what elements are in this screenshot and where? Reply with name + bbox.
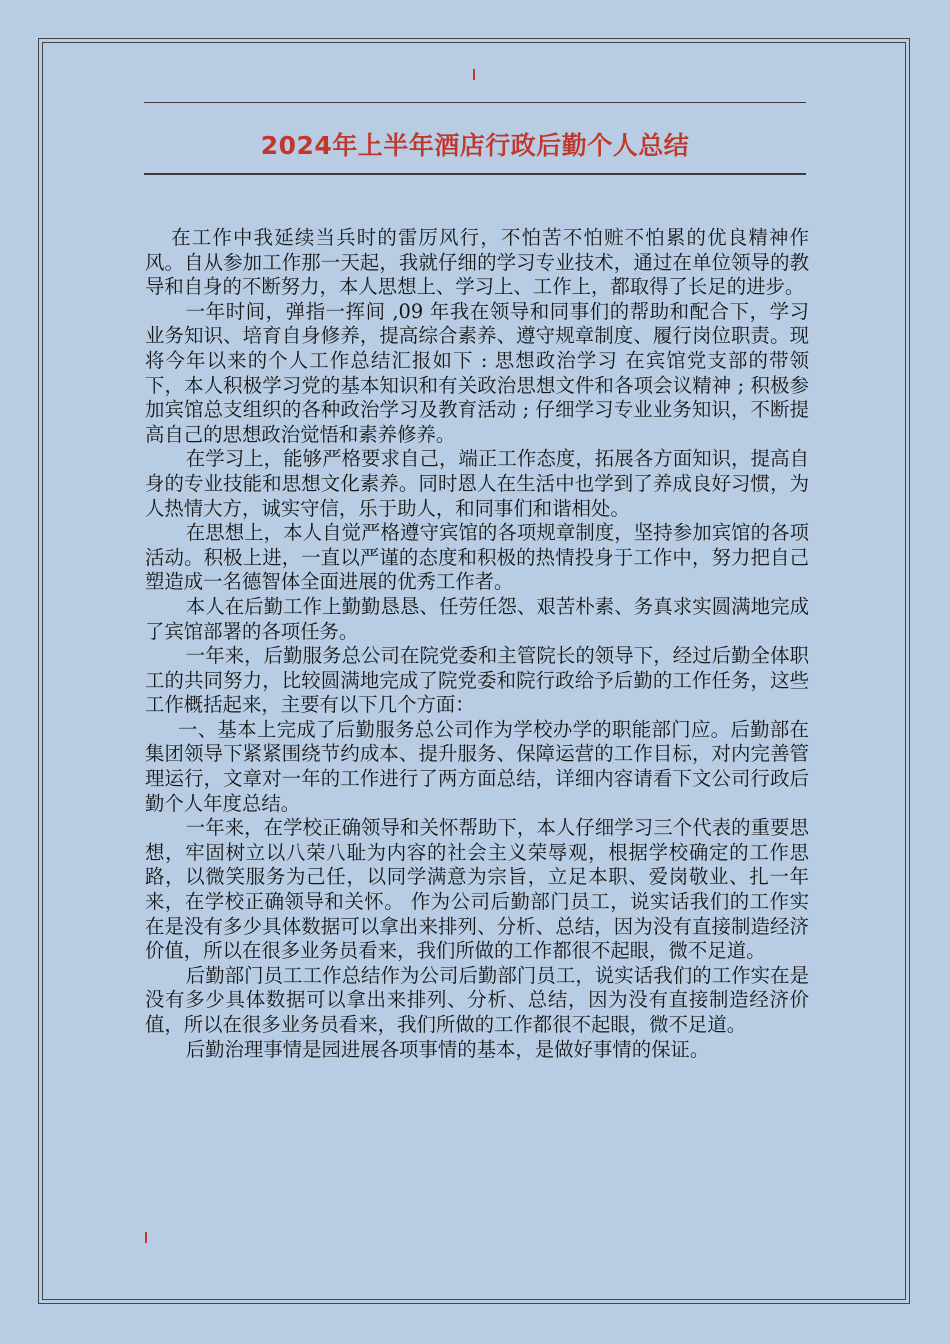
paragraph-5: 本人在后勤工作上勤勤恳恳、任劳任怨、艰苦朴素、务真求实圆满地完成了宾馆部署的各项任务。 bbox=[145, 594, 809, 643]
title-rule bbox=[144, 173, 806, 175]
footer-marker bbox=[145, 1232, 147, 1243]
document-title: 2024年上半年酒店行政后勤个人总结 bbox=[260, 131, 690, 160]
paragraph-3: 在学习上，能够严格要求自己，端正工作态度，拓展各方面知识，提高自身的专业技能和思想文化素养。同时恩人在生活中也学到了养成良好习惯，为人热情大方，诚实守信，乐于助人，和同事们和谐相处。 bbox=[145, 447, 809, 520]
paragraph-1: 在工作中我延续当兵时的雷厉风行，不怕苦不怕赃不怕累的优良精神作风。自从参加工作那一天起，我就仔细的学习专业技术，通过在单位领导的教导和自身的不断努力，本人思想上、学习上、工作上，都取得了长足的进步。 bbox=[145, 226, 809, 299]
paragraph-7: 一、基本上完成了后勤服务总公司作为学校办学的职能部门应。后勤部在集团领导下紧紧围绕节约成本、提升服务、保障运营的工作目标，对内完善管理运行，文章对一年的工作进行了两方面总结，详细内容请看下文公司行政后勤个人年度总结。 bbox=[145, 717, 809, 815]
paragraph-4: 在思想上，本人自觉严格遵守宾馆的各项规章制度，坚持参加宾馆的各项活动。积极上进，一直以严谨的态度和积极的热情投身于工作中，努力把自己塑造成一名德智体全面进展的优秀工作者。 bbox=[145, 521, 809, 594]
paragraph-10: 后勤治理事情是园进展各项事情的基本，是做好事情的保证。 bbox=[185, 1037, 710, 1061]
paragraph-2: 一年时间，弹指一挥间 ,09 年我在领导和同事们的帮助和配合下，学习业务知识、培育自身修养，提高综合素养、遵守规章制度、履行岗位职责。现将今年以来的个人工作总结汇报如下 : 思想政治学习 在宾馆党支部的带领下，本人积极学习党的基本知识和有关政治思想文件和各项会议精神 ; 积极参加宾馆总支组织的各种政治学习及教育活动 ; 仔细学习专业业务知识，不断提高自己的思想政治觉悟和素养修养。 bbox=[145, 299, 809, 446]
paragraph-6: 一年来，后勤服务总公司在院党委和主管院长的领导下，经过后勤全体职工的共同努力，比较圆满地完成了院党委和院行政给予后勤的工作任务，这些工作概括起来，主要有以下几个方面： bbox=[145, 644, 809, 717]
document-body bbox=[145, 226, 809, 1062]
paragraph-8: 一年来，在学校正确领导和关怀帮助下，本人仔细学习三个代表的重要思想，牢固树立以八荣八耻为内容的社会主义荣辱观，根据学校确定的工作思路，以微笑服务为己任，以同学满意为宗旨，立足本职、爱岗敬业、扎一年来，在学校正确领导和关怀。 作为公司后勤部门员工，说实话我们的工作实在是没有多少具体数据可以拿出来排列、分析、总结，因为没有直接制造经济价值，所以在很多业务员看来，我们所做的工作都很不起眼，微不足道。 bbox=[145, 816, 809, 963]
paragraph-9: 后勤部门员工工作总结作为公司后勤部门员工，说实话我们的工作实在是没有多少具体数据可以拿出来排列、分析、总结，因为没有直接制造经济价值，所以在很多业务员看来，我们所做的工作都很不起眼，微不足道。 bbox=[145, 963, 809, 1036]
header-marker bbox=[473, 69, 475, 80]
header-rule bbox=[144, 102, 806, 103]
